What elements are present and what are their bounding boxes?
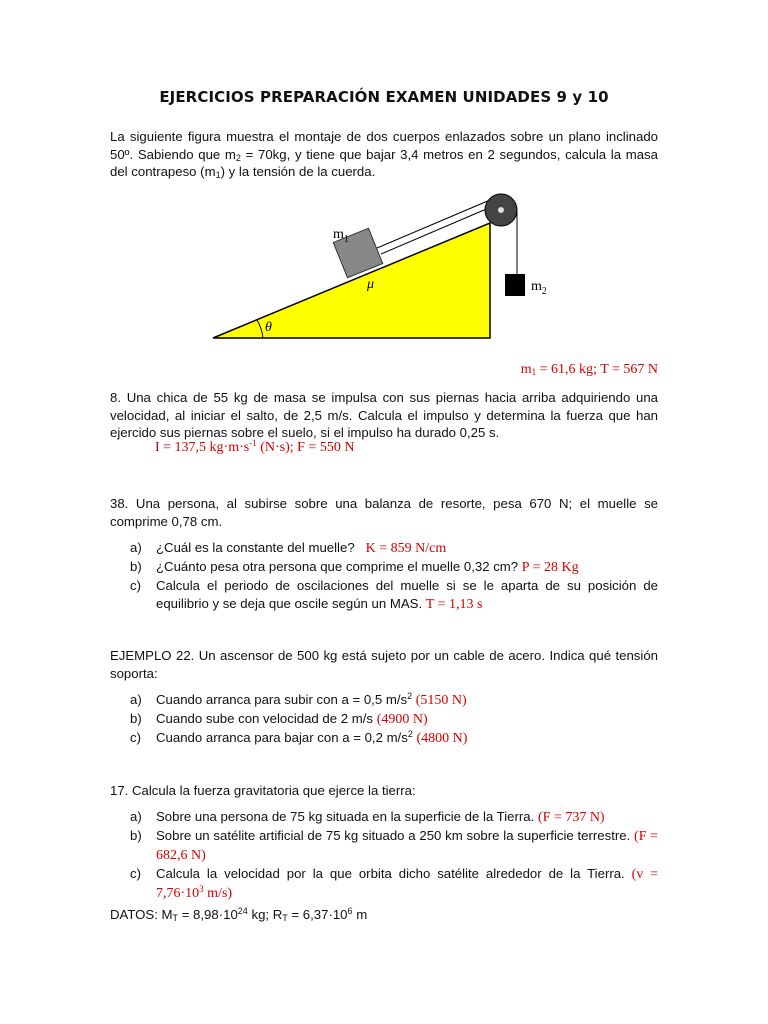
inclined-plane-figure [205,188,575,348]
list-item: c) Calcula la velocidad por la que orbita dicho satélite alrededor de la Tierra. ($v = 7,76\cdot 10^3$ m/s) [130,866,658,901]
m1-label: $m_1$ [333,227,349,245]
datos-line: DATOS: $M_T = 8,98\cdot 10^{24}$ kg; $R_T = 6,37\cdot 10^6$ m [110,906,368,923]
exercise-38-text: 38. Una persona, al subirse sobre una balanza de resorte, pesa 670 N; el muelle se comprime 0,78 cm. [110,496,658,529]
exercise-17-text: 17. Calcula la fuerza gravitatoria que ejerce la tierra: [110,783,416,798]
list-item: b) ¿Cuánto pesa otra persona que comprime el muelle 0,32 cm? P = 28 Kg [130,559,579,575]
theta-label: θ [265,320,272,335]
m2-label: $m_2$ [531,279,547,297]
list-item: a) Sobre una persona de 75 kg situada en la superficie de la Tierra. (F = 737 N) [130,809,605,825]
list-item: a) Cuando arranca para subir con a = 0,5 $m/s^2$ (5150 N) [130,691,467,708]
exercise-17-list [110,808,658,903]
mu-label: μ [367,277,375,292]
example-22-list [110,691,658,748]
exercise-38-list [110,539,658,614]
mass-m2-block [505,274,525,296]
list-item: c) Cuando arranca para bajar con a = 0,2 $m/s^2$ (4800 N) [130,729,468,746]
page-title: EJERCICIOS PREPARACIÓN EXAMEN UNIDADES 9 y 10 [159,88,609,106]
list-item: b) Sobre un satélite artificial de 75 kg situado a 250 km sobre la superficie terrestre. (F = 682,6 N) [130,828,658,863]
intro-answer: $m_1 = 61,6$ kg; T = 567 N [520,362,658,377]
example-22-text: EJEMPLO 22. Un ascensor de 500 kg está sujeto por un cable de acero. Indica qué tensión soporta: [110,648,658,681]
list-item: c) Calcula el periodo de oscilaciones del muelle si se le aparta de su posición de equilibrio y se deja que oscile según un MAS. T = 1,13 s [130,578,658,612]
intro-paragraph: La siguiente figura muestra el montaje de dos cuerpos enlazados sobre un plano inclinado 50º. Sabiendo que $m_2 = 70kg$, y tiene que bajar 3,4 metros en 2 segundos, calcula la masa del contrapeso $(m_1)$ y la tensión de la cuerda. [110,129,658,180]
list-item: b) Cuando sube con velocidad de 2 m/s (4900 N) [130,711,428,727]
pulley-axle [498,207,504,213]
exercise-8-text: 8. Una chica de 55 kg de masa se impulsa con sus piernas hacia arriba adquiriendo una velocidad, al iniciar el salto, de 2,5 m/s. Calcula el impulso y determina la fuerza que han ejercido sus piernas sobre el suelo, si el impulso ha durado 0,25 s. [110,390,658,440]
list-item: a) ¿Cuál es la constante del muelle? K = 859 N/cm [130,540,447,556]
exercise-8-answer: I = 137,5 $kg\cdot m\cdot s^{-1}$ (N·s); F = 550 N [155,438,355,455]
